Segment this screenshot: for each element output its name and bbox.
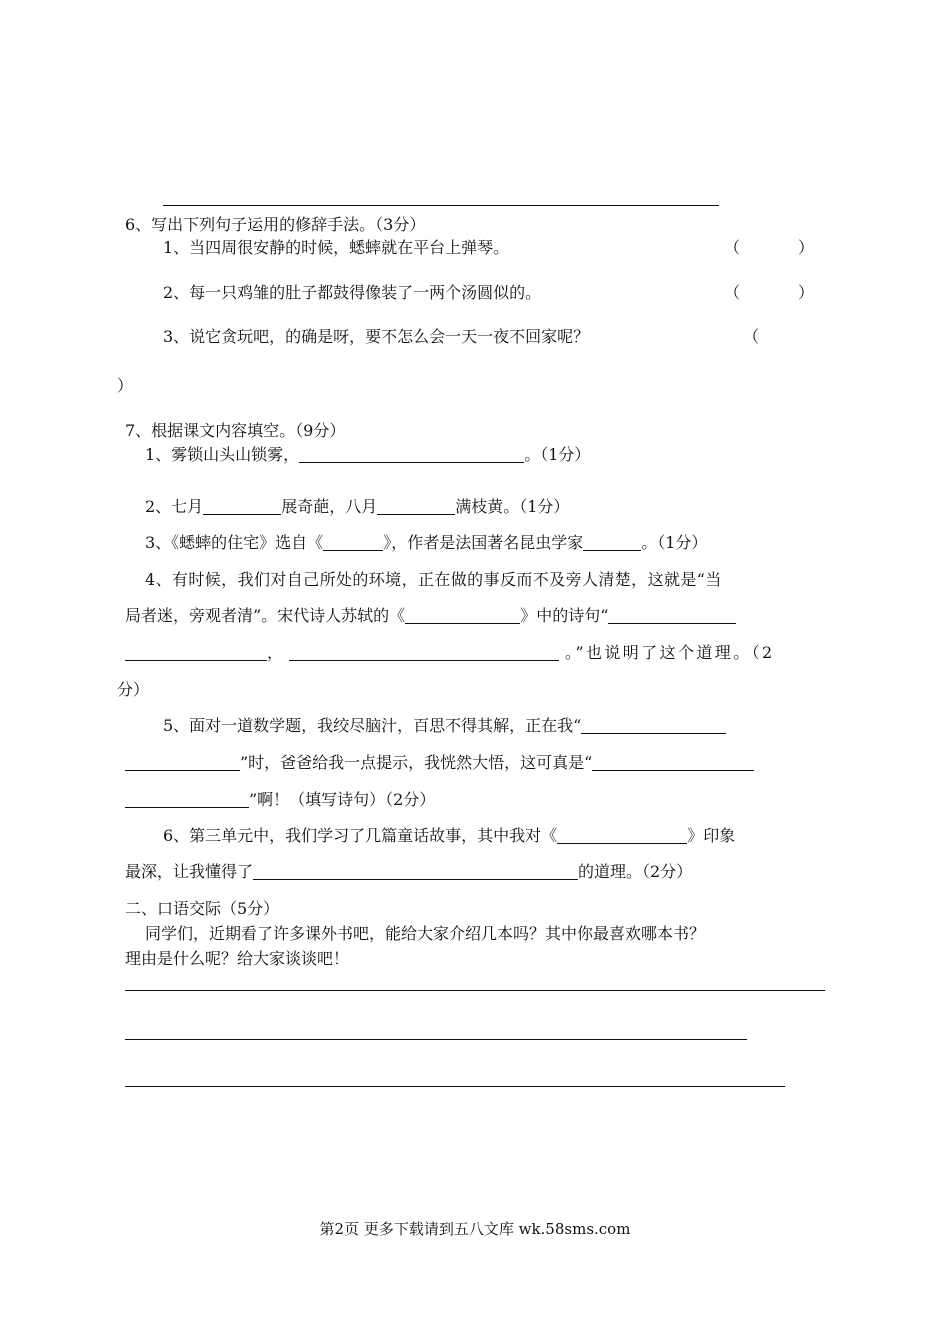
part2-title: 二、口语交际（5分） (125, 899, 280, 918)
q7-item-5-blank-1b[interactable] (125, 754, 240, 771)
q7-item-5-line-3 (125, 790, 435, 810)
q6-title: 6、写出下列句子运用的修辞手法。（3分） (125, 215, 426, 234)
q7-item-5-line-2 (125, 753, 754, 773)
q6-item-2-open[interactable]: （ (724, 283, 741, 302)
q7-item-2-text-c: 满枝黄。（1分） (455, 497, 570, 516)
q7-item-2-text-b: 展奇葩，八月 (281, 497, 378, 516)
q6-item-1-open[interactable]: （ (724, 238, 741, 257)
q7-item-4-text-3b: 。”也说明了这个道理。（2 (565, 643, 775, 662)
q7-item-6-line-2 (125, 862, 692, 882)
q6-item-2-close: ） (798, 283, 815, 302)
q7-item-3-blank-2[interactable] (583, 534, 641, 551)
q7-item-3-text-a: 3、《蟋蟀的住宅》选自《 (145, 533, 324, 552)
part2-prompt-line-2: 理由是什么呢？给大家谈谈吧！ (125, 949, 350, 968)
q7-item-1-blank[interactable] (299, 446, 524, 463)
q7-item-4-blank-verse-1a[interactable] (608, 607, 736, 624)
q7-item-5-text-1: 5、面对一道数学题，我绞尽脑汁，百思不得其解，正在我“ (163, 716, 582, 735)
q6-item-3: 3、说它贪玩吧，的确是呀，要不怎么会一天一夜不回家呢？ (163, 327, 590, 346)
q7-item-3 (145, 533, 707, 553)
q7-item-5-blank-2a[interactable] (592, 754, 754, 771)
q7-item-6-blank-title[interactable] (557, 827, 687, 844)
q7-item-4-text-2b: 》中的诗句“ (520, 606, 609, 625)
q7-item-4-blank-verse-1b[interactable] (125, 644, 267, 661)
q7-item-4-text-3a: ， (267, 643, 284, 662)
q7-item-2-blank-2[interactable] (377, 498, 455, 515)
part2-answer-line-2[interactable] (125, 1039, 747, 1040)
q7-item-5-blank-2b[interactable] (125, 791, 249, 808)
q7-item-4-blank-verse-2[interactable] (289, 644, 559, 661)
part2-answer-line-3[interactable] (125, 1086, 785, 1087)
part2-prompt-line-1: 同学们，近期看了许多课外书吧，能给大家介绍几本吗？其中你最喜欢哪本书？ (145, 924, 706, 943)
q7-item-1-text-b: 。（1分） (524, 445, 591, 464)
q7-item-3-blank-1[interactable] (323, 534, 383, 551)
q7-item-2-blank-1[interactable] (203, 498, 281, 515)
q7-item-5-text-2: ”时，爸爸给我一点提示，我恍然大悟，这可真是“ (240, 753, 593, 772)
q7-item-4-line-3 (125, 643, 775, 663)
q7-item-6-text-2a: 最深，让我懂得了 (125, 862, 254, 881)
q6-item-1: 1、当四周很安静的时候，蟋蟀就在平台上弹琴。 (163, 238, 510, 257)
q7-item-4-blank-title[interactable] (405, 607, 520, 624)
q7-item-2-text-a: 2、七月 (145, 497, 204, 516)
q7-title: 7、根据课文内容填空。（9分） (125, 421, 346, 440)
q7-item-3-text-c: 。（1分） (641, 533, 708, 552)
q7-item-4-line-2 (125, 606, 736, 626)
q7-item-6-text-1a: 6、第三单元中，我们学习了几篇童话故事，其中我对《 (163, 826, 558, 845)
q7-item-1-text-a: 1、雾锁山头山锁雾， (145, 445, 300, 464)
q7-item-4-line-1: 4、有时候，我们对自己所处的环境，正在做的事反而不及旁人清楚，这就是“当 (145, 570, 722, 589)
q7-item-6-text-1b: 》印象 (687, 826, 736, 845)
q7-item-5-text-3: ”啊！（填写诗句）（2分） (249, 790, 436, 809)
q7-item-3-text-b: 》，作者是法国著名昆虫学家 (383, 533, 584, 552)
q7-item-4-line-4: 分） (117, 680, 150, 699)
part2-answer-line-1[interactable] (125, 990, 825, 991)
q7-item-6-line-1 (163, 826, 735, 846)
q6-item-3-open[interactable]: （ (743, 327, 760, 346)
q7-item-5-blank-1a[interactable] (581, 717, 726, 734)
q7-item-6-text-2b: 的道理。（2分） (578, 862, 693, 881)
q6-item-3-close: ） (117, 376, 134, 395)
q7-item-4-text-2a: 局者迷，旁观者清”。宋代诗人苏轼的《 (125, 606, 406, 625)
q7-item-6-blank-lesson[interactable] (253, 863, 578, 880)
q6-item-1-close: ） (798, 238, 815, 257)
q6-item-2: 2、每一只鸡雏的肚子都鼓得像装了一两个汤圆似的。 (163, 283, 542, 302)
q7-item-5-line-1 (163, 716, 726, 736)
page-footer: 第2页 更多下载请到五八文库 wk.58sms.com (319, 1220, 631, 1238)
q7-item-2 (145, 497, 569, 517)
answer-line-top[interactable] (163, 205, 719, 206)
q7-item-1 (145, 445, 590, 465)
